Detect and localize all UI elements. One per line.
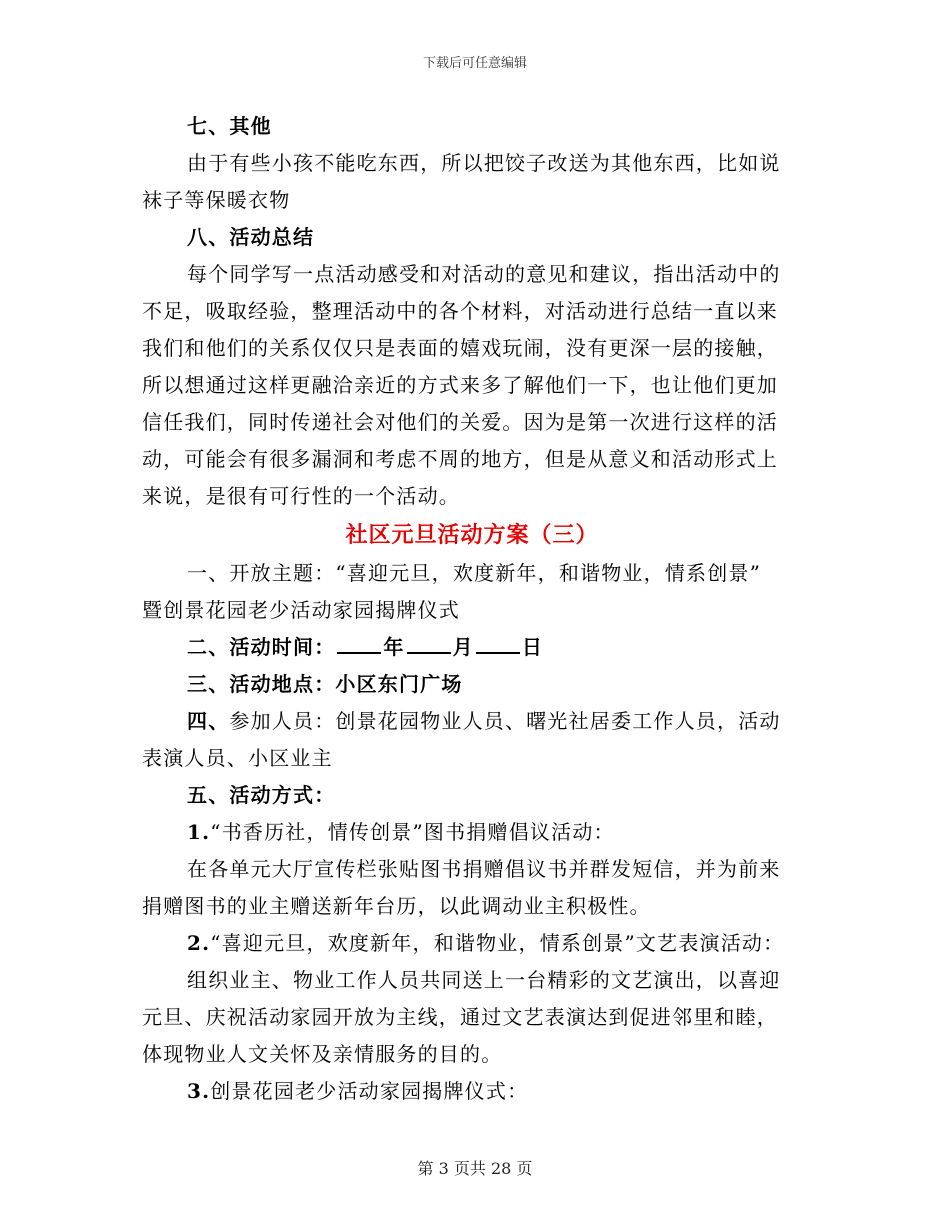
day-blank bbox=[476, 634, 520, 654]
year-label: 年 bbox=[383, 635, 405, 659]
year-blank bbox=[337, 634, 381, 654]
item-1-line: 暨创景花园老少活动家园揭牌仪式 bbox=[142, 598, 460, 622]
sub-item-2-number: 2. bbox=[187, 931, 211, 955]
item-1-line: 一、开放主题：“喜迎元旦，欢度新年，和谐物业，情系创景” bbox=[187, 561, 762, 585]
document-body bbox=[142, 108, 802, 1110]
sub-item-3-text: 创景花园老少活动家园揭牌仪式： bbox=[210, 1079, 529, 1103]
item-4-line bbox=[142, 703, 802, 740]
sub-item-1-title bbox=[142, 814, 802, 851]
section-8-line: 每个同学写一点活动感受和对活动的意见和建议，指出活动中的 bbox=[187, 262, 781, 286]
sub-item-2-line: 元旦、庆祝活动家园开放为主线，通过文艺表演达到促进邻里和睦， bbox=[142, 1005, 778, 1029]
section-8-heading: 八、活动总结 bbox=[187, 225, 315, 249]
item-3-location: 三、活动地点：小区东门广场 bbox=[187, 672, 463, 696]
sub-item-1-text: “书香历社，情传创景”图书捐赠倡议活动： bbox=[210, 820, 615, 844]
month-blank bbox=[407, 634, 451, 654]
sub-item-2-title bbox=[142, 925, 802, 962]
plan-3-title: 社区元旦活动方案（三） bbox=[345, 522, 599, 548]
section-8-line: 来说，是很有可行性的一个活动。 bbox=[142, 484, 460, 508]
item-4-label: 四、 bbox=[187, 709, 230, 733]
section-8-line: 所以想通过这样更融洽亲近的方式来多了解他们一下，也让他们更加 bbox=[142, 373, 778, 397]
section-8-line: 动，可能会有很多漏洞和考虑不周的地方，但是从意义和活动形式上 bbox=[142, 447, 778, 471]
sub-item-2-line: 体现物业人文关怀及亲情服务的目的。 bbox=[142, 1042, 503, 1066]
item-4-line: 表演人员、小区业主 bbox=[142, 746, 333, 770]
sub-item-1-number: 1. bbox=[187, 820, 211, 844]
sub-item-2-line: 组织业主、物业工作人员共同送上一台精彩的文艺演出，以喜迎 bbox=[187, 968, 781, 992]
item-5-heading: 五、活动方式： bbox=[187, 783, 336, 807]
section-7-line: 袜子等保暖衣物 bbox=[142, 188, 291, 212]
sub-item-3-number: 3. bbox=[187, 1079, 211, 1103]
page-footer: 第 3 页共 28 页 bbox=[417, 1159, 533, 1178]
sub-item-2-text: “喜迎元旦，欢度新年，和谐物业，情系创景”文艺表演活动： bbox=[210, 931, 785, 955]
sub-item-1-line: 在各单元大厅宣传栏张贴图书捐赠倡议书并群发短信，并为前来 bbox=[187, 857, 781, 881]
day-label: 日 bbox=[521, 635, 544, 659]
sub-item-1-line: 捐赠图书的业主赠送新年台历，以此调动业主积极性。 bbox=[142, 894, 651, 918]
page-header: 下载后可任意编辑 bbox=[422, 56, 527, 71]
section-8-line: 我们和他们的关系仅仅只是表面的嬉戏玩闹，没有更深一层的接触， bbox=[142, 336, 778, 360]
month-label: 月 bbox=[452, 635, 474, 659]
section-7-heading: 七、其他 bbox=[187, 114, 272, 138]
item-2-label: 二、活动时间： bbox=[187, 635, 336, 659]
section-8-line: 信任我们，同时传递社会对他们的关爱。因为是第一次进行这样的活 bbox=[142, 410, 778, 434]
item-4-text: 参加人员：创景花园物业人员、曙光社居委工作人员，活动 bbox=[229, 709, 781, 733]
sub-item-3-title bbox=[142, 1073, 802, 1110]
section-7-line: 由于有些小孩不能吃东西，所以把饺子改送为其他东西，比如说 bbox=[187, 151, 781, 175]
item-2-activity-time bbox=[142, 629, 802, 666]
section-8-line: 不足，吸取经验，整理活动中的各个材料，对活动进行总结一直以来 bbox=[142, 299, 778, 323]
